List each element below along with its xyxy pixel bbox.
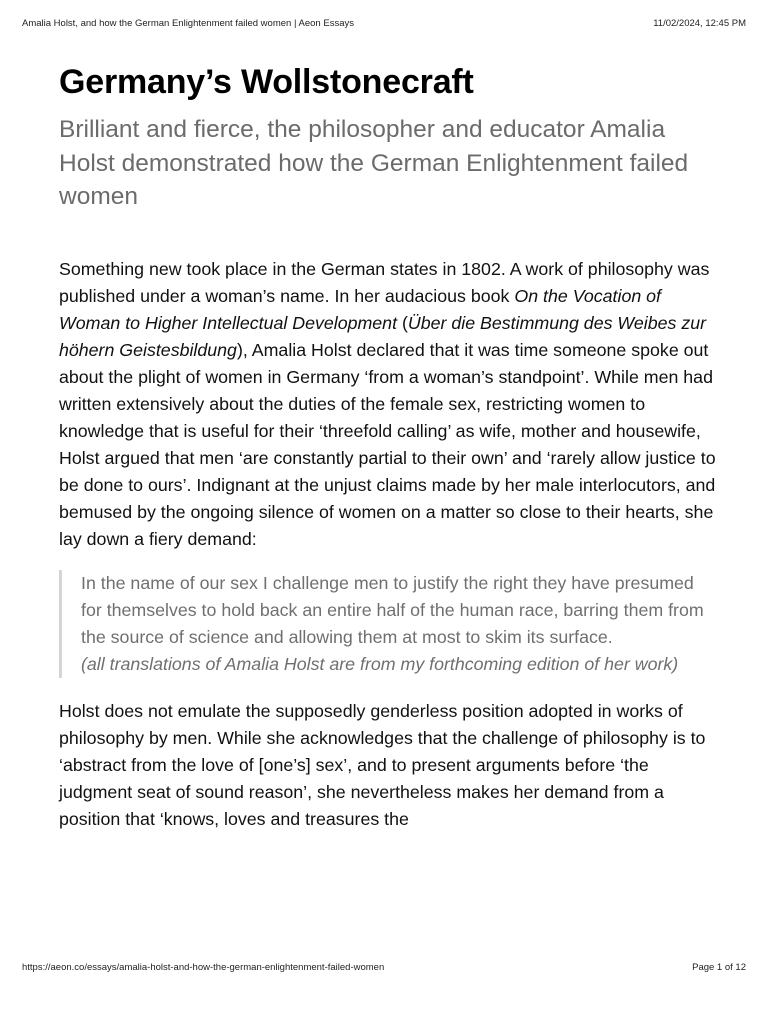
print-header	[22, 18, 746, 29]
article-standfirst: Brilliant and fierce, the philosopher and educator Amalia Holst demonstrated how the German Enlightenment failed women	[59, 116, 689, 210]
print-url: https://aeon.co/essays/amalia-holst-and-how-the-german-enlightenment-failed-women	[22, 962, 385, 973]
book-title-german: Über die Bestimmung des Weibes zur höhern Geistesbildung	[59, 312, 707, 360]
blockquote	[59, 570, 719, 678]
paragraph-1-text-c: ), Amalia Holst declared that it was time someone spoke out about the plight of women in Germany ‘from a woman’s standpoint’. While men had written extensively about the duties of the female sex, restricting women to knowledge that is useful for their ‘threefold calling’ as wife, mother and housewife, Holst argued that men ‘are constantly partial to their own’ and ‘rarely allow justice to be done to ours’. Indignant at the unjust claims made by her male interlocutors, and bemused by the ongoing silence of women on a matter so close to their hearts, she lay down a fiery demand:	[59, 339, 716, 550]
article	[59, 62, 719, 833]
paragraph-1-text-b: (	[397, 312, 408, 333]
blockquote-text: In the name of our sex I challenge men to justify the right they have presumed for themselves to hold back an entire half of the human race, barring them from the source of science and allowing them at most to skim its surface.	[81, 572, 704, 647]
print-page-title: Amalia Holst, and how the German Enlightenment failed women | Aeon Essays	[22, 18, 354, 29]
article-title: Germany’s Wollstonecraft	[59, 63, 474, 101]
article-paragraph-1	[59, 256, 719, 554]
print-page-number: Page 1 of 12	[692, 962, 746, 973]
paragraph-1-text-a: Something new took place in the German states in 1802. A work of philosophy was published under a woman’s name. In her audacious book	[59, 258, 710, 306]
print-footer	[22, 962, 746, 973]
article-paragraph-2: Holst does not emulate the supposedly genderless position adopted in works of philosophy by men. While she acknowledges that the challenge of philosophy is to ‘abstract from the love of [one’s] sex’, and to present arguments before ‘the judgment seat of sound reason’, she nevertheless makes her demand from a position that ‘knows, loves and treasures the	[59, 700, 706, 830]
translation-note: (all translations of Amalia Holst are from my forthcoming edition of her work)	[81, 653, 679, 674]
book-title-english: On the Vocation of Woman to Higher Intellectual Development	[59, 285, 662, 333]
print-datetime: 11/02/2024, 12:45 PM	[653, 18, 746, 29]
